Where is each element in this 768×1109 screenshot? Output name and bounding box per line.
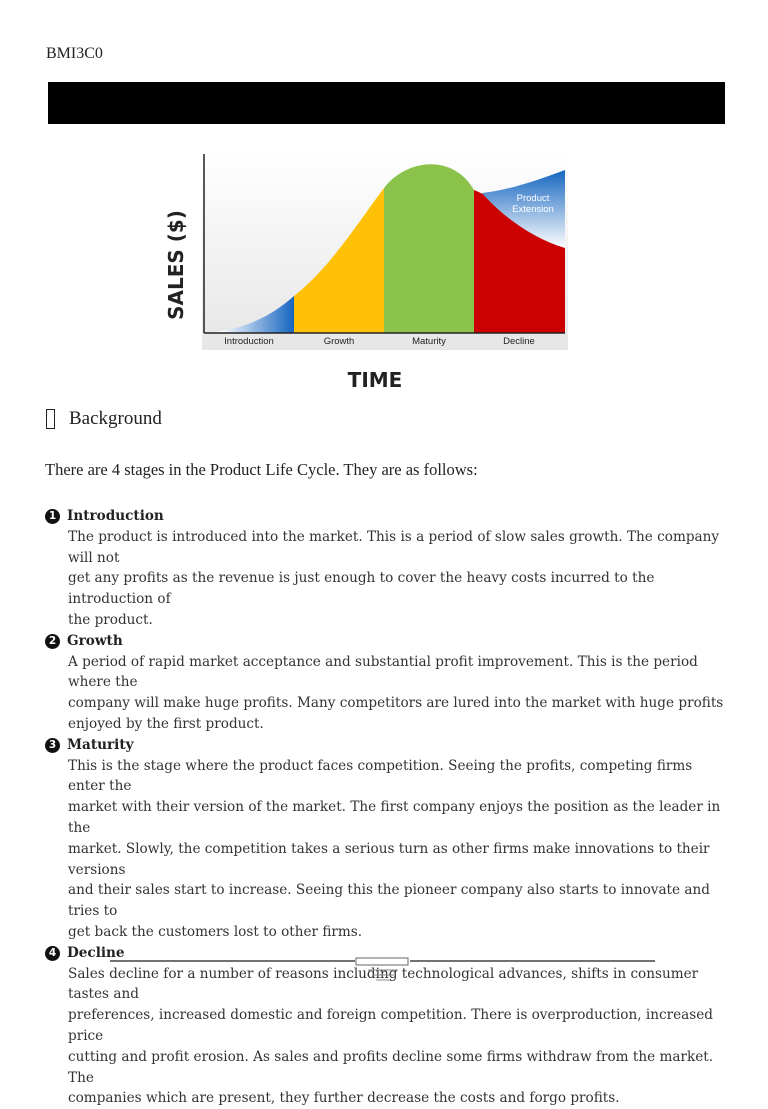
title-bar: [48, 82, 725, 124]
annotation-line-1: Product: [516, 193, 550, 204]
footer-emblem: [356, 958, 408, 965]
section-heading: [46, 408, 162, 430]
text-line: enjoyed by the first product.: [68, 715, 264, 732]
tick-label-introduction: Introduction: [224, 336, 274, 347]
stage-item: [45, 735, 725, 943]
y-axis-label: SALES ($): [164, 210, 188, 320]
stage-item: [45, 506, 725, 631]
section-heading-text: Background: [69, 408, 162, 429]
maturity-area: [384, 164, 474, 333]
number-4-icon: 4: [45, 946, 60, 961]
stage-title: [45, 735, 725, 756]
text-line: The product is introduced into the market. This is a period of slow sales growth. The company will not: [68, 528, 720, 566]
checkbox-icon: [46, 409, 55, 429]
text-line: This is the stage where the product faces competition. Seeing the profits, competing firms enter the: [68, 757, 693, 795]
text-line: and their sales start to increase. Seeing this the pioneer company also starts to innovate and tries to: [68, 882, 710, 920]
footer-divider-svg: [110, 950, 655, 990]
text-line: get any profits as the revenue is just enough to cover the heavy costs incurred to the introduction of: [68, 570, 655, 608]
tick-label-maturity: Maturity: [412, 336, 446, 347]
text-line: market. Slowly, the competition takes a serious turn as other firms make innovations to their versions: [68, 840, 710, 878]
footer-ornament: [110, 950, 655, 990]
stage-description: [45, 756, 725, 943]
stage-title-text: Decline: [67, 944, 125, 961]
text-line: Sales decline for a number of reasons including technological advances, shifts in consumer tastes and: [68, 965, 699, 1003]
course-code: BMI3C0: [46, 45, 103, 62]
tick-label-growth: Growth: [323, 336, 355, 347]
number-1-icon: 1: [45, 509, 60, 524]
intro-text: There are 4 stages in the Product Life Cycle. They are as follows:: [45, 460, 478, 479]
stage-list: [45, 506, 725, 1109]
stage-title-text: Introduction: [67, 508, 164, 524]
chart-svg: [160, 150, 580, 395]
stage-title: [45, 631, 725, 652]
stage-title-text: Growth: [67, 632, 123, 649]
x-axis-label: TIME: [347, 368, 403, 392]
text-line: preferences, increased domestic and foreign competition. There is overproduction, increased price: [68, 1007, 713, 1044]
text-line: the product.: [68, 611, 153, 628]
annotation-line-2: Extension: [512, 204, 554, 215]
text-line: get back the customers lost to other firms.: [68, 923, 363, 940]
stage-title-text: Maturity: [67, 736, 134, 753]
stage-description: [45, 527, 725, 631]
stage-description: [45, 652, 725, 735]
stage-title: [45, 506, 725, 527]
text-line: A period of rapid market acceptance and substantial profit improvement. This is the period where the: [68, 653, 698, 691]
text-line: companies which are present, they further decrease the costs and forgo profits.: [68, 1090, 620, 1107]
product-life-cycle-chart: [160, 150, 580, 395]
tick-label-decline: Decline: [503, 336, 535, 347]
number-2-icon: 2: [45, 634, 60, 649]
text-line: market with their version of the market. The first company enjoys the position as the leader in the: [68, 799, 721, 836]
text-line: company will make huge profits. Many competitors are lured into the market with huge profits: [68, 695, 724, 712]
number-3-icon: 3: [45, 738, 60, 753]
text-line: cutting and profit erosion. As sales and profits decline some firms withdraw from the market. The: [68, 1048, 714, 1086]
stage-item: [45, 631, 725, 735]
